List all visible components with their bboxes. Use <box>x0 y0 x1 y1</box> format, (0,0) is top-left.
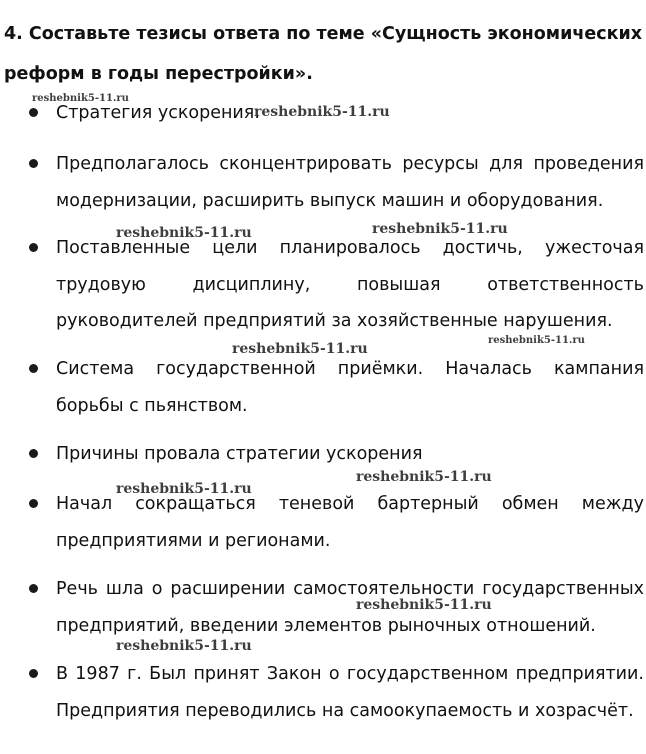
bullet-icon <box>29 159 38 168</box>
watermark: reshebnik5-11.ru <box>232 341 368 357</box>
list-item <box>56 436 644 473</box>
task-title: 4. Составьте тезисы ответа по теме «Сущность экономических реформ в годы перестройки». <box>4 24 643 84</box>
item-text: Причины провала стратегии ускорения <box>56 444 423 464</box>
item-text: Система государственной приёмки. Началась кампания борьбы с пьянством. <box>56 359 644 416</box>
list-item <box>56 146 644 219</box>
bullet-icon <box>29 584 38 593</box>
watermark: reshebnik5-11.ru <box>488 335 585 346</box>
watermark: reshebnik5-11.ru <box>116 481 252 497</box>
item-text: Речь шла о расширении самостоятельности государственных предприятий, введении элементов рыночных отношений. <box>56 579 644 636</box>
watermark: reshebnik5-11.ru <box>116 638 252 654</box>
watermark: reshebnik5-11.ru <box>116 225 252 241</box>
bullet-icon <box>29 364 38 373</box>
item-text: Начал сокращаться теневой бартерный обмен между предприятиями и регионами. <box>56 494 644 551</box>
list-item <box>56 571 644 644</box>
list-item <box>56 230 644 340</box>
bullet-icon <box>29 449 38 458</box>
bullet-icon <box>29 669 38 678</box>
watermark: reshebnik5-11.ru <box>32 93 129 104</box>
watermark: reshebnik5-11.ru <box>356 469 492 485</box>
watermark: reshebnik5-11.ru <box>254 104 390 120</box>
list-item <box>56 656 644 729</box>
list-item <box>56 351 644 424</box>
watermark: reshebnik5-11.ru <box>372 221 508 237</box>
bullet-icon <box>29 243 38 252</box>
item-text: В 1987 г. Был принят Закон о государственном предприятии. Предприятия переводились на самоокупаемость и хозрасчёт. <box>56 664 644 721</box>
bullet-icon <box>29 499 38 508</box>
item-text: Предполагалось сконцентрировать ресурсы для проведения модернизации, расширить выпуск машин и оборудования. <box>56 154 644 211</box>
watermark: reshebnik5-11.ru <box>356 597 492 613</box>
item-text: Поставленные цели планировалось достичь, ужесточая трудовую дисциплину, повышая ответственность руководителей предприятий за хозяйственные нарушения. <box>56 238 644 331</box>
item-text: Стратегия ускорения. <box>56 103 260 123</box>
bullet-icon <box>29 108 38 117</box>
